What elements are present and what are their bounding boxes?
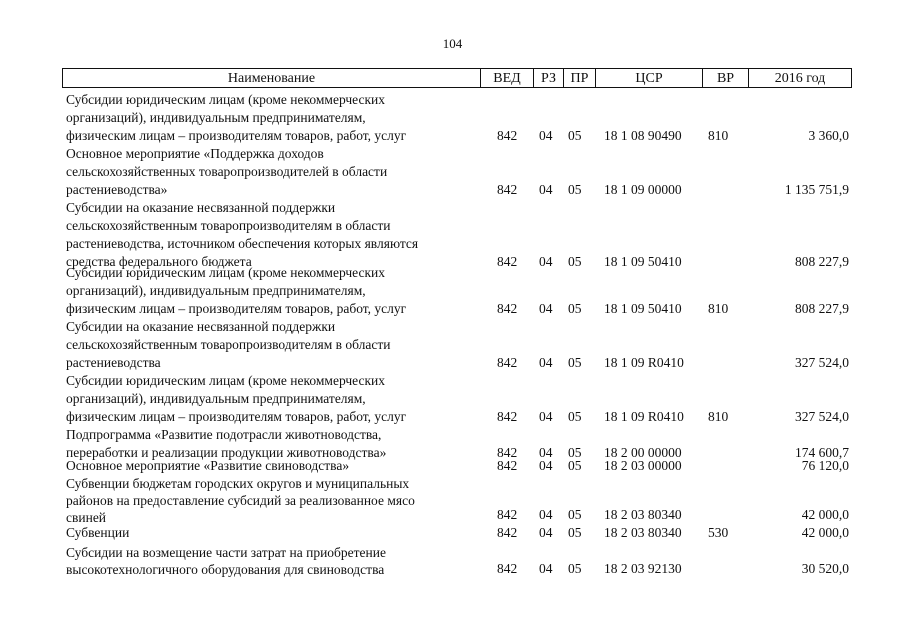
header-name: Наименование — [227, 71, 316, 86]
row-pr: 05 — [568, 458, 582, 473]
row-rz: 04 — [539, 458, 553, 473]
header-year: 2016 год — [748, 69, 851, 87]
row-amount: 1 135 751,9 — [784, 182, 849, 197]
table-row — [0, 199, 905, 271]
row-pr: 05 — [568, 182, 582, 197]
row-ved: 842 — [497, 525, 518, 540]
row-csr: 18 1 09 R0410 — [604, 355, 684, 370]
row-ved: 842 — [497, 445, 518, 460]
row-csr: 18 1 09 50410 — [604, 301, 682, 316]
table-row — [0, 544, 905, 578]
row-amount: 30 520,0 — [801, 561, 849, 576]
header-vr: ВР — [702, 69, 748, 87]
row-csr: 18 2 03 80340 — [604, 525, 682, 540]
table-row — [0, 475, 905, 524]
row-pr: 05 — [568, 128, 582, 143]
row-csr: 18 2 03 00000 — [604, 458, 682, 473]
row-amount: 327 524,0 — [795, 409, 849, 424]
row-csr: 18 1 09 R0410 — [604, 409, 684, 424]
row-rz: 04 — [539, 128, 553, 143]
row-vr: 810 — [708, 409, 729, 424]
row-pr: 05 — [568, 254, 582, 269]
row-name: Субсидии юридическим лицам (кроме некоммерческих организаций), индивидуальным предпринимателям, физическим лицам – производителям товаров, работ, услуг — [66, 92, 407, 143]
row-ved: 842 — [497, 507, 518, 522]
row-pr: 05 — [568, 561, 582, 576]
table-row — [0, 318, 905, 372]
row-amount: 174 600,7 — [795, 445, 849, 460]
row-vr: 810 — [708, 128, 729, 143]
header-rz: РЗ — [533, 69, 563, 87]
row-name: Субвенции бюджетам городских округов и муниципальных районов на предоставление субсидий за реализованное мясо свиней — [66, 476, 415, 525]
row-vr: 530 — [708, 525, 729, 540]
header-csr: ЦСР — [595, 69, 702, 87]
row-name: Субсидии на возмещение части затрат на приобретение высокотехнологичного оборудования для свиноводства — [66, 545, 386, 577]
row-vr: 810 — [708, 301, 729, 316]
row-pr: 05 — [568, 301, 582, 316]
row-ved: 842 — [497, 128, 518, 143]
table-row — [0, 457, 905, 475]
row-csr: 18 1 09 00000 — [604, 182, 682, 197]
row-csr: 18 1 09 50410 — [604, 254, 682, 269]
row-amount: 42 000,0 — [801, 507, 849, 522]
row-amount: 76 120,0 — [801, 458, 849, 473]
row-name: Субсидии на оказание несвязанной поддержки сельскохозяйственным товаропроизводителям в области растениеводства — [66, 319, 391, 370]
table-row — [0, 91, 905, 145]
row-pr: 05 — [568, 409, 582, 424]
row-ved: 842 — [497, 301, 518, 316]
row-csr: 18 1 08 90490 — [604, 128, 682, 143]
row-ved: 842 — [497, 182, 518, 197]
row-rz: 04 — [539, 507, 553, 522]
table-row — [0, 524, 905, 542]
row-rz: 04 — [539, 254, 553, 269]
row-ved: 842 — [497, 355, 518, 370]
table-row — [0, 145, 905, 199]
page-number: 104 — [442, 36, 463, 51]
row-name: Субсидии юридическим лицам (кроме некоммерческих организаций), индивидуальным предпринимателям, физическим лицам – производителям товаров, работ, услуг — [66, 373, 407, 424]
row-ved: 842 — [497, 409, 518, 424]
row-rz: 04 — [539, 525, 553, 540]
row-rz: 04 — [539, 182, 553, 197]
table-header — [62, 68, 852, 88]
row-amount: 808 227,9 — [795, 301, 849, 316]
table-row — [0, 264, 905, 318]
row-csr: 18 2 03 80340 — [604, 507, 682, 522]
header-pr: ПР — [563, 69, 595, 87]
row-rz: 04 — [539, 561, 553, 576]
row-name: Основное мероприятие «Развитие свиноводства» — [66, 458, 350, 473]
row-ved: 842 — [497, 561, 518, 576]
row-name: Субсидии юридическим лицам (кроме некоммерческих организаций), индивидуальным предпринимателям, физическим лицам – производителям товаров, работ, услуг — [66, 265, 407, 316]
row-csr: 18 2 03 92130 — [604, 561, 682, 576]
row-csr: 18 2 00 00000 — [604, 445, 682, 460]
row-amount: 327 524,0 — [795, 355, 849, 370]
row-name: Подпрограмма «Развитие подотрасли животноводства, переработки и реализации продукции животноводства» — [66, 427, 387, 460]
row-amount: 42 000,0 — [801, 525, 849, 540]
header-ved: ВЕД — [480, 69, 533, 87]
row-rz: 04 — [539, 445, 553, 460]
row-rz: 04 — [539, 301, 553, 316]
row-amount: 808 227,9 — [795, 254, 849, 269]
row-pr: 05 — [568, 355, 582, 370]
row-rz: 04 — [539, 355, 553, 370]
row-ved: 842 — [497, 254, 518, 269]
row-name: Субвенции — [66, 525, 130, 540]
row-pr: 05 — [568, 445, 582, 460]
row-name: Основное мероприятие «Поддержка доходов сельскохозяйственных товаропроизводителей в области растениеводства» — [66, 146, 388, 197]
row-amount: 3 360,0 — [808, 128, 849, 143]
row-ved: 842 — [497, 458, 518, 473]
row-pr: 05 — [568, 525, 582, 540]
table-row — [0, 372, 905, 426]
row-pr: 05 — [568, 507, 582, 522]
row-rz: 04 — [539, 409, 553, 424]
row-name: Субсидии на оказание несвязанной поддержки сельскохозяйственным товаропроизводителям в области растениеводства, источником обеспечения которых являются средства федерального бюджета — [66, 200, 419, 269]
